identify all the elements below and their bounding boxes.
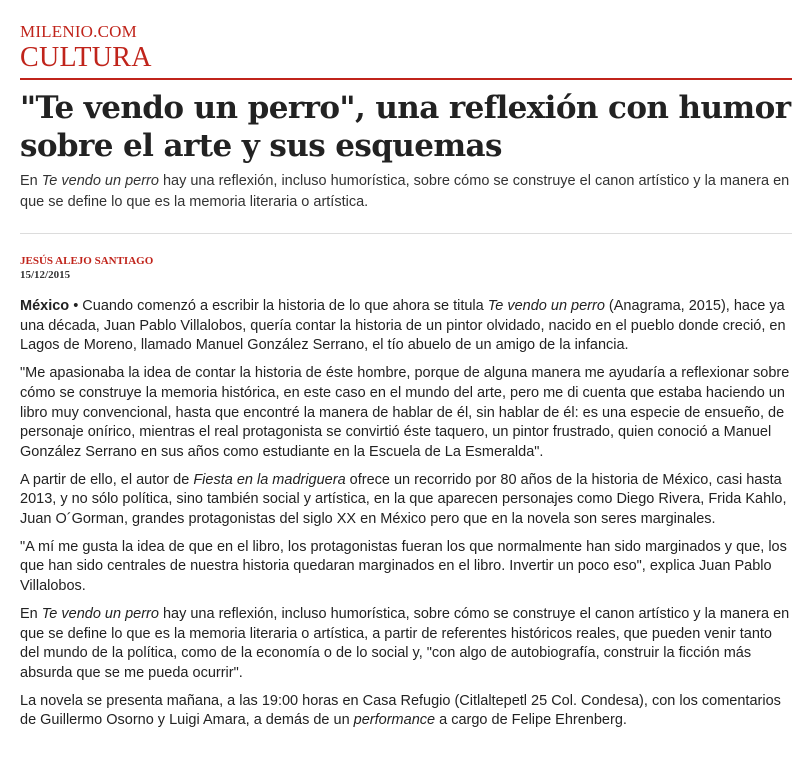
paragraph-3-text-a: A partir de ello, el autor de — [20, 471, 194, 488]
section-divider — [20, 78, 792, 80]
paragraph-2: "Me apasionaba la idea de contar la historia de éste hombre, porque de alguna manera me ayudaría a reflexionar sobre cómo se construye la memoria histórica, en este caso en el mundo del arte, pero me di cuenta que estaba haciendo un libro muy convencional, hasta que encontré la manera de hablar de él, sin hablar de él: es una especie de ensueño, de personaje onírico, mientras el real protagonista se convirtió éste taquero, un pintor frustrado, quien conoció a Manuel González Serrano en sus años como estudiante en la Escuela de La Esmeralda". — [20, 365, 790, 460]
article-body — [20, 297, 792, 731]
paragraph-3-book-title: Fiesta en la madriguera — [193, 471, 346, 488]
paragraph-6-text-a: La novela se presenta mañana, a las 19:00 horas en Casa Refugio (Citlaltepetl 25 Col. Condesa), con los comentarios de Guillermo Osorno y Luigi Amara, a demás de un — [20, 692, 781, 729]
paragraph-4: "A mí me gusta la idea de que en el libro, los protagonistas fueran los que normalmente han sido marginados y que, los que han sido centrales de nuestra historia quedaran marginados en el libro. Invertir un poco eso", explica Juan Pablo Villalobos. — [20, 538, 787, 595]
article-summary — [20, 171, 792, 213]
article-headline: "Te vendo un perro", una reflexión con humor sobre el arte y sus esquemas — [20, 90, 791, 164]
summary-divider — [20, 233, 792, 234]
summary-text-start: En — [20, 173, 42, 189]
paragraph-1-book-title: Te vendo un perro — [487, 298, 605, 314]
paragraph-1 — [20, 297, 792, 356]
paragraph-1-text-a: • Cuando comenzó a escribir la historia de lo que ahora se titula — [69, 298, 488, 314]
publish-date: 15/12/2015 — [20, 269, 71, 281]
paragraph-5-text-a: En — [20, 605, 42, 622]
summary-book-title: Te vendo un perro — [41, 173, 159, 189]
article-page — [20, 22, 792, 739]
section-title-link[interactable]: CULTURA — [20, 42, 152, 73]
paragraph-6 — [20, 692, 792, 731]
paragraph-5-book-title: Te vendo un perro — [41, 605, 159, 622]
paragraph-6-italic-term: performance — [353, 712, 436, 729]
paragraph-5 — [20, 605, 792, 684]
paragraph-1-text-b: (Anagrama, 2015), hace ya una década, Juan Pablo Villalobos, quería contar la historia de un pintor olvidado, nacido en el pueblo donde creció, en Lagos de Moreno, llamado Manuel González Serrano, el tío abuelo de un amigo de la infancia. — [20, 298, 786, 354]
paragraph-5-text-b: hay una reflexión, incluso humorística, sobre cómo se construye el canon artístico y la manera en que se define lo que es la memoria literaria o artística, a partir de referentes históricos reales, que pueden venir tanto del mundo de la política, como de la economía o de lo social y, "con algo de autobiografía, construir la ficción más absurda que se me pueda ocurrir". — [20, 605, 790, 681]
site-name-link[interactable]: MILENIO.COM — [20, 22, 137, 41]
paragraph-3-text-b: ofrece un recorrido por 80 años de la historia de México, casi hasta 2013, y no sólo política, sino también social y artística, en la que aparecen personajes como Diego Rivera, Frida Kahlo, Juan O´Gorman, grandes protagonistas del siglo XX en México pero que en la novela son seres marginales. — [20, 471, 787, 528]
summary-text-end: hay una reflexión, incluso humorística, sobre cómo se construye el canon artístico y la manera en que se define lo que es la memoria literaria o artística. — [20, 173, 790, 210]
author-link[interactable]: JESÚS ALEJO SANTIAGO — [20, 255, 154, 267]
paragraph-6-text-b: a cargo de Felipe Ehrenberg. — [435, 712, 627, 729]
dateline: México — [20, 298, 70, 314]
paragraph-3 — [20, 471, 792, 530]
